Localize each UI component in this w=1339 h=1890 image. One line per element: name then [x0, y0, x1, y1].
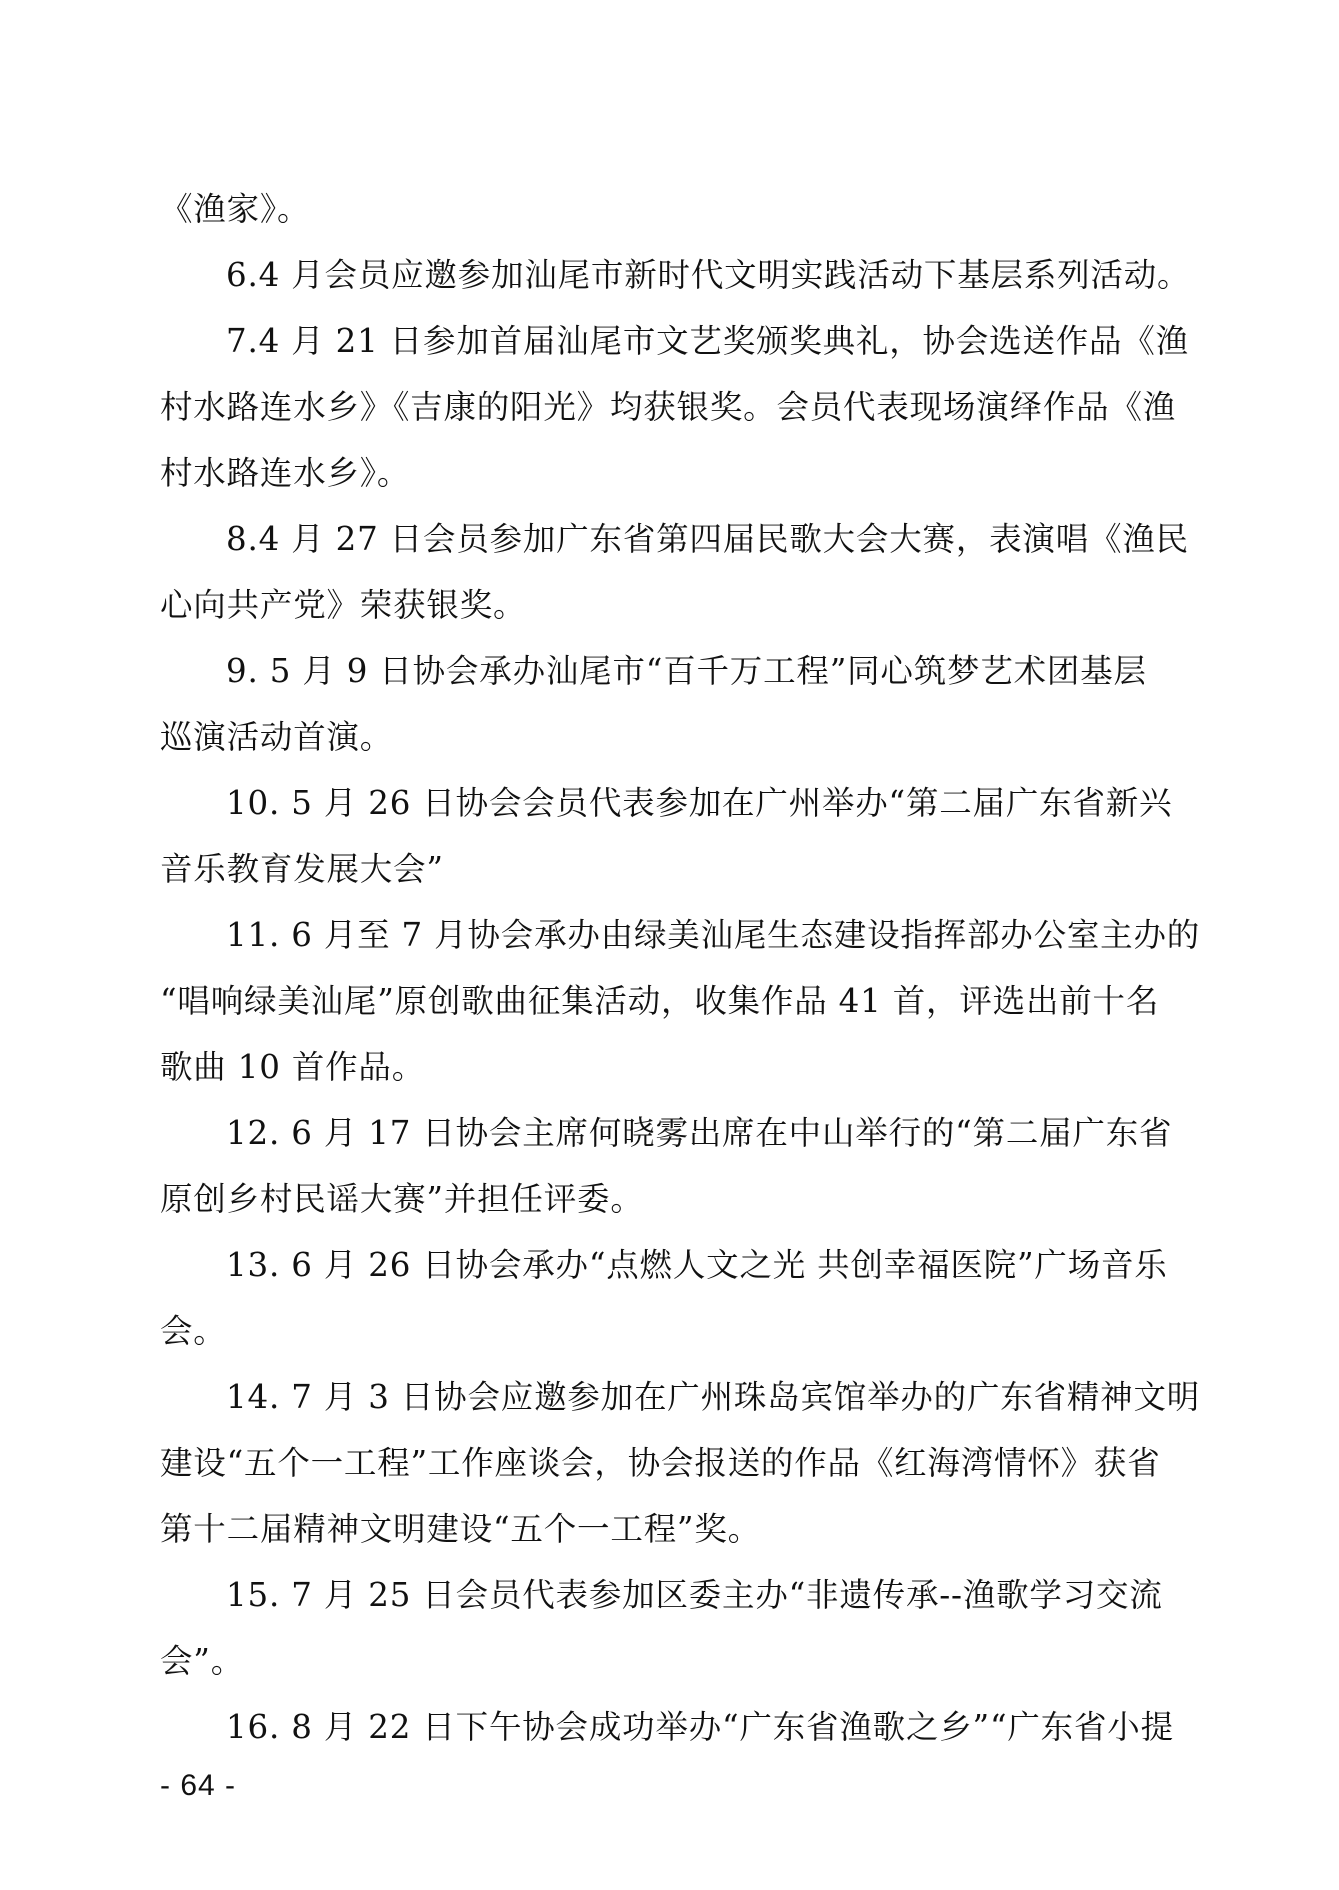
paragraph	[160, 638, 1190, 770]
text-line: 7.4 月 21 日参加首届汕尾市文艺奖颁奖典礼，协会选送作品《渔	[226, 322, 1189, 360]
paragraph	[160, 506, 1190, 638]
text-line: 10. 5 月 26 日协会会员代表参加在广州举办“第二届广东省新兴	[226, 784, 1173, 822]
text-line: 11. 6 月至 7 月协会承办由绿美汕尾生态建设指挥部办公室主办的	[226, 916, 1201, 954]
text-line: 音乐教育发展大会”	[160, 850, 444, 888]
text-line: 村水路连水乡》。	[160, 454, 411, 492]
paragraph	[160, 176, 1190, 242]
document-body	[160, 176, 1201, 1760]
text-line: 心向共产党》荣获银奖。	[160, 586, 527, 624]
text-line: 15. 7 月 25 日会员代表参加区委主办“非遗传承--渔歌学习交流	[226, 1576, 1163, 1614]
paragraph	[160, 1364, 1201, 1562]
text-line: 8.4 月 27 日会员参加广东省第四届民歌大会大赛，表演唱《渔民	[226, 520, 1189, 558]
text-line: 12. 6 月 17 日协会主席何晓雾出席在中山举行的“第二届广东省	[226, 1114, 1173, 1152]
paragraph	[160, 902, 1201, 1100]
text-line: 13. 6 月 26 日协会承办“点燃人文之光 共创幸福医院”广场音乐	[226, 1246, 1168, 1284]
text-line: 第十二届精神文明建设“五个一工程”奖。	[160, 1510, 761, 1548]
paragraph	[160, 308, 1190, 506]
paragraph	[160, 770, 1190, 902]
text-line: 16. 8 月 22 日下午协会成功举办“广东省渔歌之乡”“广东省小提	[226, 1708, 1174, 1746]
text-line: 9. 5 月 9 日协会承办汕尾市“百千万工程”同心筑梦艺术团基层	[226, 652, 1147, 690]
paragraph	[160, 1100, 1190, 1232]
text-line: “唱响绿美汕尾”原创歌曲征集活动，收集作品 41 首，评选出前十名	[160, 982, 1160, 1020]
paragraph	[160, 1694, 1190, 1760]
paragraph	[160, 242, 1190, 308]
text-line: 建设“五个一工程”工作座谈会，协会报送的作品《红海湾情怀》获省	[160, 1444, 1161, 1482]
page-number: - 64 -	[160, 1769, 237, 1802]
text-line: 巡演活动首演。	[160, 718, 394, 756]
text-line: 6.4 月会员应邀参加汕尾市新时代文明实践活动下基层系列活动。	[226, 256, 1191, 294]
text-line: 《渔家》。	[160, 190, 311, 228]
text-line: 村水路连水乡》《吉康的阳光》均获银奖。会员代表现场演绎作品《渔	[160, 388, 1177, 426]
paragraph	[160, 1232, 1190, 1364]
paragraph	[160, 1562, 1190, 1694]
text-line: 会”。	[160, 1642, 245, 1680]
text-line: 原创乡村民谣大赛”并担任评委。	[160, 1180, 644, 1218]
text-line: 歌曲 10 首作品。	[160, 1048, 426, 1086]
text-line: 14. 7 月 3 日协会应邀参加在广州珠岛宾馆举办的广东省精神文明	[226, 1378, 1201, 1416]
text-line: 会。	[160, 1312, 227, 1350]
